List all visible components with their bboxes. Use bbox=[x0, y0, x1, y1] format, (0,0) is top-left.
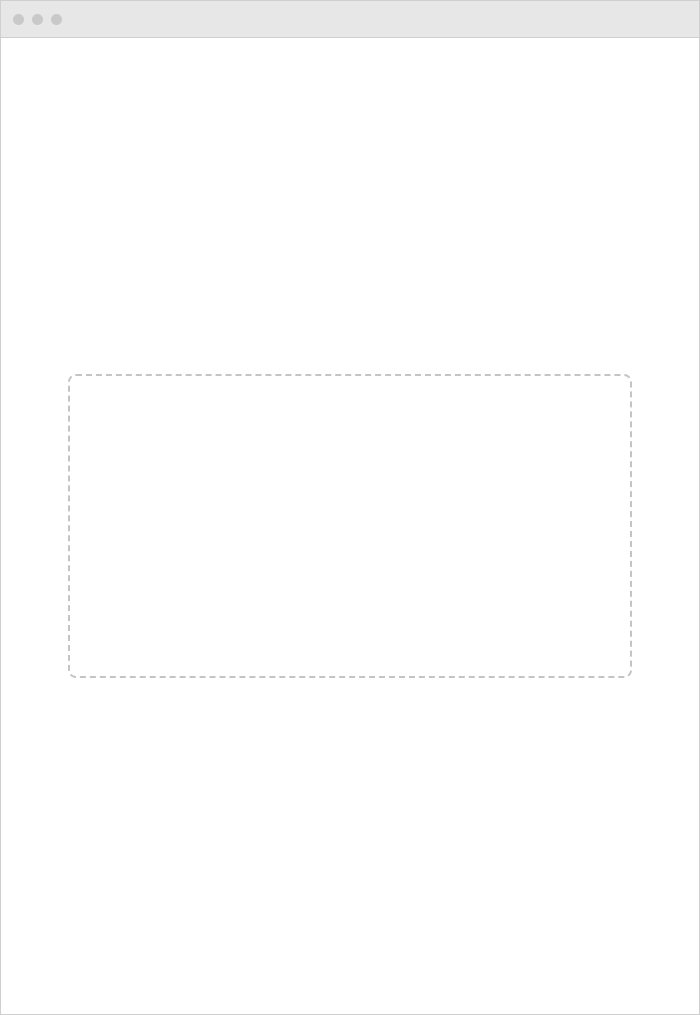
title-bar bbox=[1, 1, 699, 38]
window-control-dot[interactable] bbox=[13, 14, 24, 25]
content-placeholder bbox=[68, 374, 632, 678]
window-control-dot[interactable] bbox=[51, 14, 62, 25]
main-content bbox=[1, 38, 699, 1014]
window-control-dot[interactable] bbox=[32, 14, 43, 25]
